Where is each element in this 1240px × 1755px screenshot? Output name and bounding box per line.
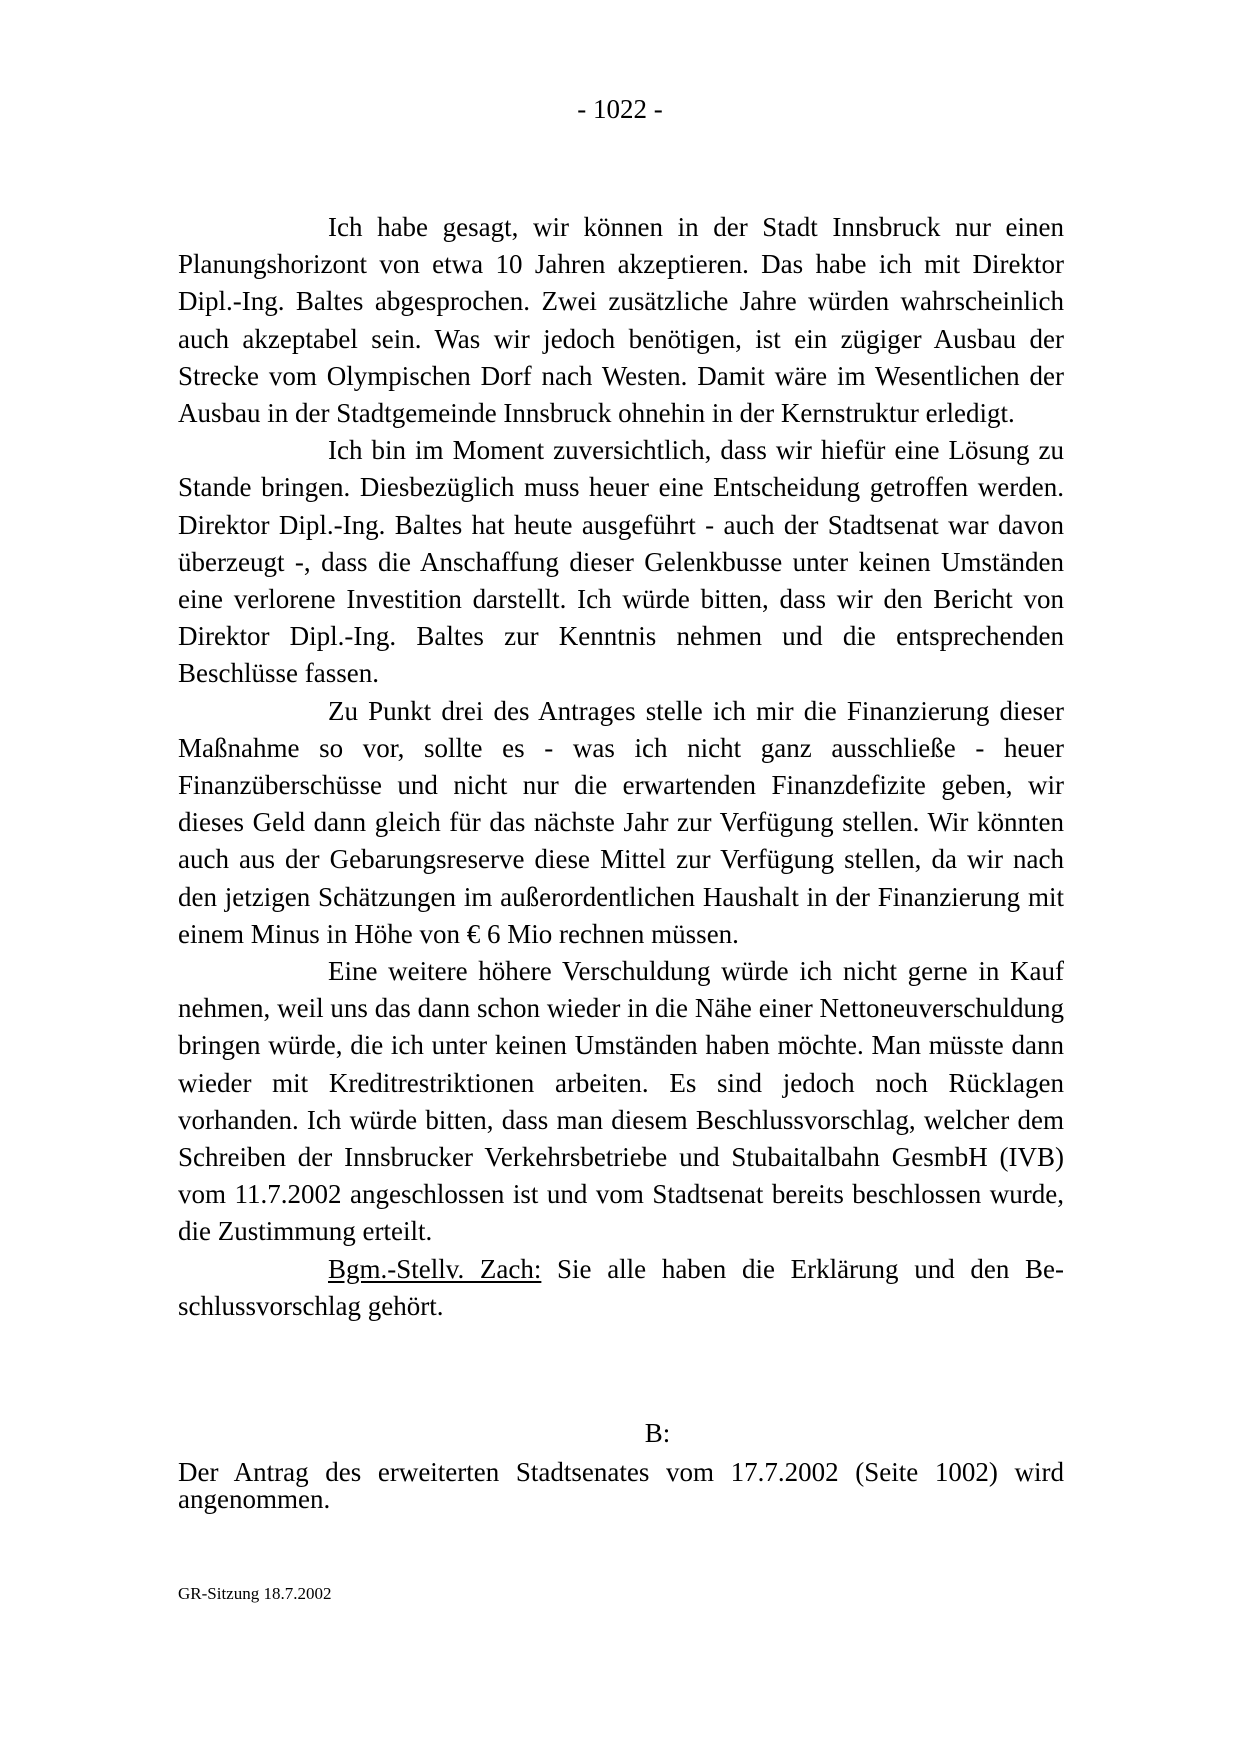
- speaker-statement: Sie alle haben die Erklärung und den Beschlussvorschlag gehört.: [178, 1253, 1064, 1321]
- footer-text: GR-Sitzung 18.7.2002: [178, 1584, 332, 1603]
- body-text: [178, 209, 1064, 1325]
- paragraph: Ich bin im Moment zuversichtlich, dass wir hiefür eine Lösung zu Stande bringen. Diesbezüglich muss heuer eine Entscheidung getroffen werden. Direktor Dipl.-Ing. Baltes hat heute ausgeführt - auch der Stadtsenat war davon überzeugt -, dass die Anschaffung dieser Gelenkbusse unter keinen Umständen eine verlorene Investition darstellt. Ich würde bitten, dass wir den Bericht von Direktor Dipl.-Ing. Baltes zur Kenntnis nehmen und die entsprechenden Beschlüsse fassen.: [178, 435, 1064, 689]
- paragraph: Zu Punkt drei des Antrages stelle ich mir die Finanzierung dieser Maßnahme so vor, sollte es - was ich nicht ganz ausschließe - heuer Finanzüberschüsse und nicht nur die erwartenden Finanzdefizite geben, wir dieses Geld dann gleich für das nächste Jahr zur Verfügung stellen. Wir könnten auch aus der Gebarungsreserve diese Mittel zur Verfügung stellen, da wir nach den jetzigen Schätzungen im außerordentlichen Haushalt in der Finanzierung mit einem Minus in Höhe von € 6 Mio rechnen müssen.: [178, 695, 1064, 949]
- paragraph: Ich habe gesagt, wir können in der Stadt Innsbruck nur einen Planungshorizont von etwa 10 Jahren akzeptieren. Das habe ich mit Direktor Dipl.-Ing. Baltes abgesprochen. Zwei zusätzliche Jahre würden wahrscheinlich auch akzeptabel sein. Was wir jedoch benötigen, ist ein zügiger Ausbau der Strecke vom Olympischen Dorf nach Westen. Damit wäre im Wesentlichen der Ausbau in der Stadtgemeinde Innsbruck ohnehin in der Kernstruktur erledigt.: [178, 212, 1064, 429]
- section-letter: B:: [644, 1418, 671, 1448]
- speaker-paragraph: [178, 1251, 1064, 1325]
- speaker-name: Bgm.-Stellv. Zach:: [328, 1253, 542, 1284]
- page-number: - 1022 -: [577, 94, 663, 124]
- resolution-text: Der Antrag des erweiterten Stadtsenates vom 17.7.2002 (Seite 1002) wird angenommen.: [178, 1457, 1064, 1514]
- paragraph: Eine weitere höhere Verschuldung würde ich nicht gerne in Kauf nehmen, weil uns das dann schon wieder in die Nähe einer Nettoneuverschuldung bringen würde, die ich unter keinen Umständen haben möchte. Man müsste dann wieder mit Kreditrestriktionen arbeiten. Es sind jedoch noch Rücklagen vorhanden. Ich würde bitten, dass man diesem Beschlussvorschlag, welcher dem Schreiben der Innsbrucker Verkehrsbetriebe und Stubaitalbahn GesmbH (IVB) vom 11.7.2002 angeschlossen ist und vom Stadtsenat bereits beschlossen wurde, die Zustimmung erteilt.: [178, 956, 1064, 1247]
